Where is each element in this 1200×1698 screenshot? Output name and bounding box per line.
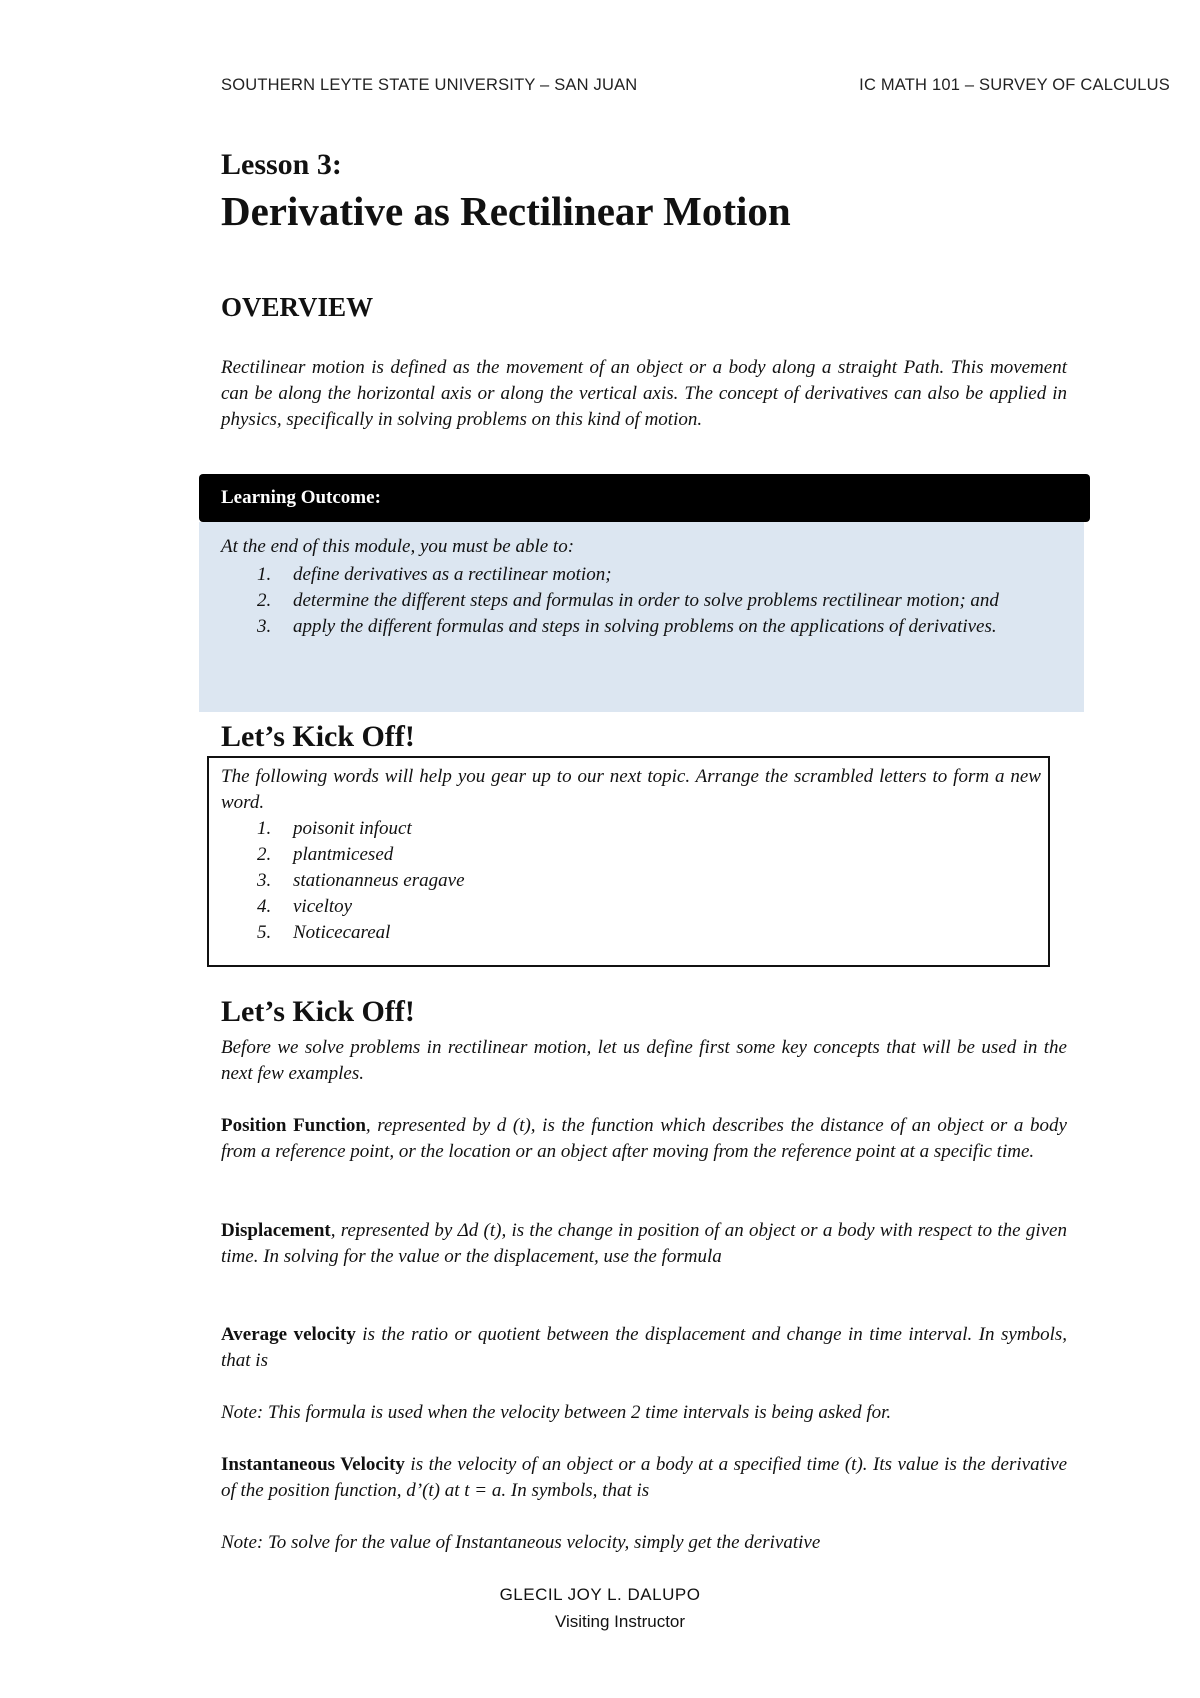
learning-outcome-heading: Learning Outcome: [221,487,381,508]
scramble-box [207,756,1050,967]
list-item [221,920,821,946]
list-number: 4. [257,896,272,917]
page-header [221,76,1170,95]
term-position-function: Position Function [221,1115,366,1136]
learning-outcome-intro: At the end of this module, you must be able to: [221,536,575,557]
list-text: determine the different steps and formulas in order to solve problems rectilinear motion; and [293,590,999,611]
learning-outcome-bar [199,474,1090,522]
list-text: poisonit infouct [293,818,412,839]
instructor-role: Visiting Instructor [554,1612,686,1631]
list-text: define derivatives as a rectilinear motion; [293,564,612,585]
learning-outcome-list [221,562,1021,640]
list-number: 2. [257,590,272,611]
scramble-intro: The following words will help you gear up to our next topic. Arrange the scrambled letters to form a new word. [221,766,1041,813]
list-text: apply the different formulas and steps in solving problems on the applications of derivatives. [293,616,997,637]
list-item [221,562,1021,588]
list-item [221,614,1021,640]
learning-outcome-panel [199,522,1084,712]
list-text: stationanneus eragave [293,870,465,891]
definition-text: is the ratio or quotient between the displacement and change in time interval. In symbols, that is [221,1324,1067,1371]
definition-text: , represented by Δd (t), is the change in position of an object or a body with respect to the given time. In solving for the value or the displacement, use the formula [221,1220,1067,1267]
list-number: 1. [257,818,272,839]
kick-off-heading-2: Let’s Kick Off! [221,995,415,1028]
list-number: 3. [257,870,272,891]
list-text: Noticecareal [293,922,391,943]
average-velocity-definition [221,1322,1067,1374]
list-number: 5. [257,922,272,943]
kick-off-heading: Let’s Kick Off! [221,720,415,753]
note-average-velocity: Note: This formula is used when the velocity between 2 time intervals is being asked for. [221,1402,892,1423]
list-item [221,868,821,894]
definition-text: is the velocity of an object or a body at a specified time (t). Its value is the derivative of the position function, d’(t) at t = a. In symbols, that is [221,1454,1067,1501]
header-course: IC MATH 101 – SURVEY OF CALCULUS [859,76,1170,94]
displacement-definition [221,1218,1067,1270]
list-item [221,842,821,868]
list-number: 3. [257,616,272,637]
overview-text: Rectilinear motion is defined as the movement of an object or a body along a straight Path. This movement can be along the horizontal axis or along the vertical axis. The concept of derivatives can also be applied in physics, specifically in solving problems on this kind of motion. [221,357,1067,430]
list-number: 2. [257,844,272,865]
list-item [221,816,821,842]
list-item [221,588,1021,614]
position-function-definition [221,1113,1067,1165]
lesson-label: Lesson 3: [221,148,342,181]
instantaneous-velocity-definition [221,1452,1067,1504]
term-average-velocity: Average velocity [221,1324,356,1345]
key-concepts-intro: Before we solve problems in rectilinear motion, let us define first some key concepts that will be used in the next few examples. [221,1037,1067,1084]
overview-heading: OVERVIEW [221,292,374,322]
note-instantaneous-velocity: Note: To solve for the value of Instantaneous velocity, simply get the derivative [221,1532,821,1553]
term-instantaneous-velocity: Instantaneous Velocity [221,1454,405,1475]
instructor-name: GLECIL JOY L. DALUPO [499,1585,701,1604]
list-text: plantmicesed [293,844,394,865]
term-displacement: Displacement [221,1220,331,1241]
header-university: SOUTHERN LEYTE STATE UNIVERSITY – SAN JUAN [221,76,638,94]
list-text: viceltoy [293,896,353,917]
definition-text: , represented by d (t), is the function which describes the distance of an object or a body from a reference point, or the location or an object after moving from the reference point at a specific time. [221,1115,1067,1162]
scramble-list [221,816,821,946]
lesson-title: Derivative as Rectilinear Motion [221,188,791,234]
list-item [221,894,821,920]
list-number: 1. [257,564,272,585]
